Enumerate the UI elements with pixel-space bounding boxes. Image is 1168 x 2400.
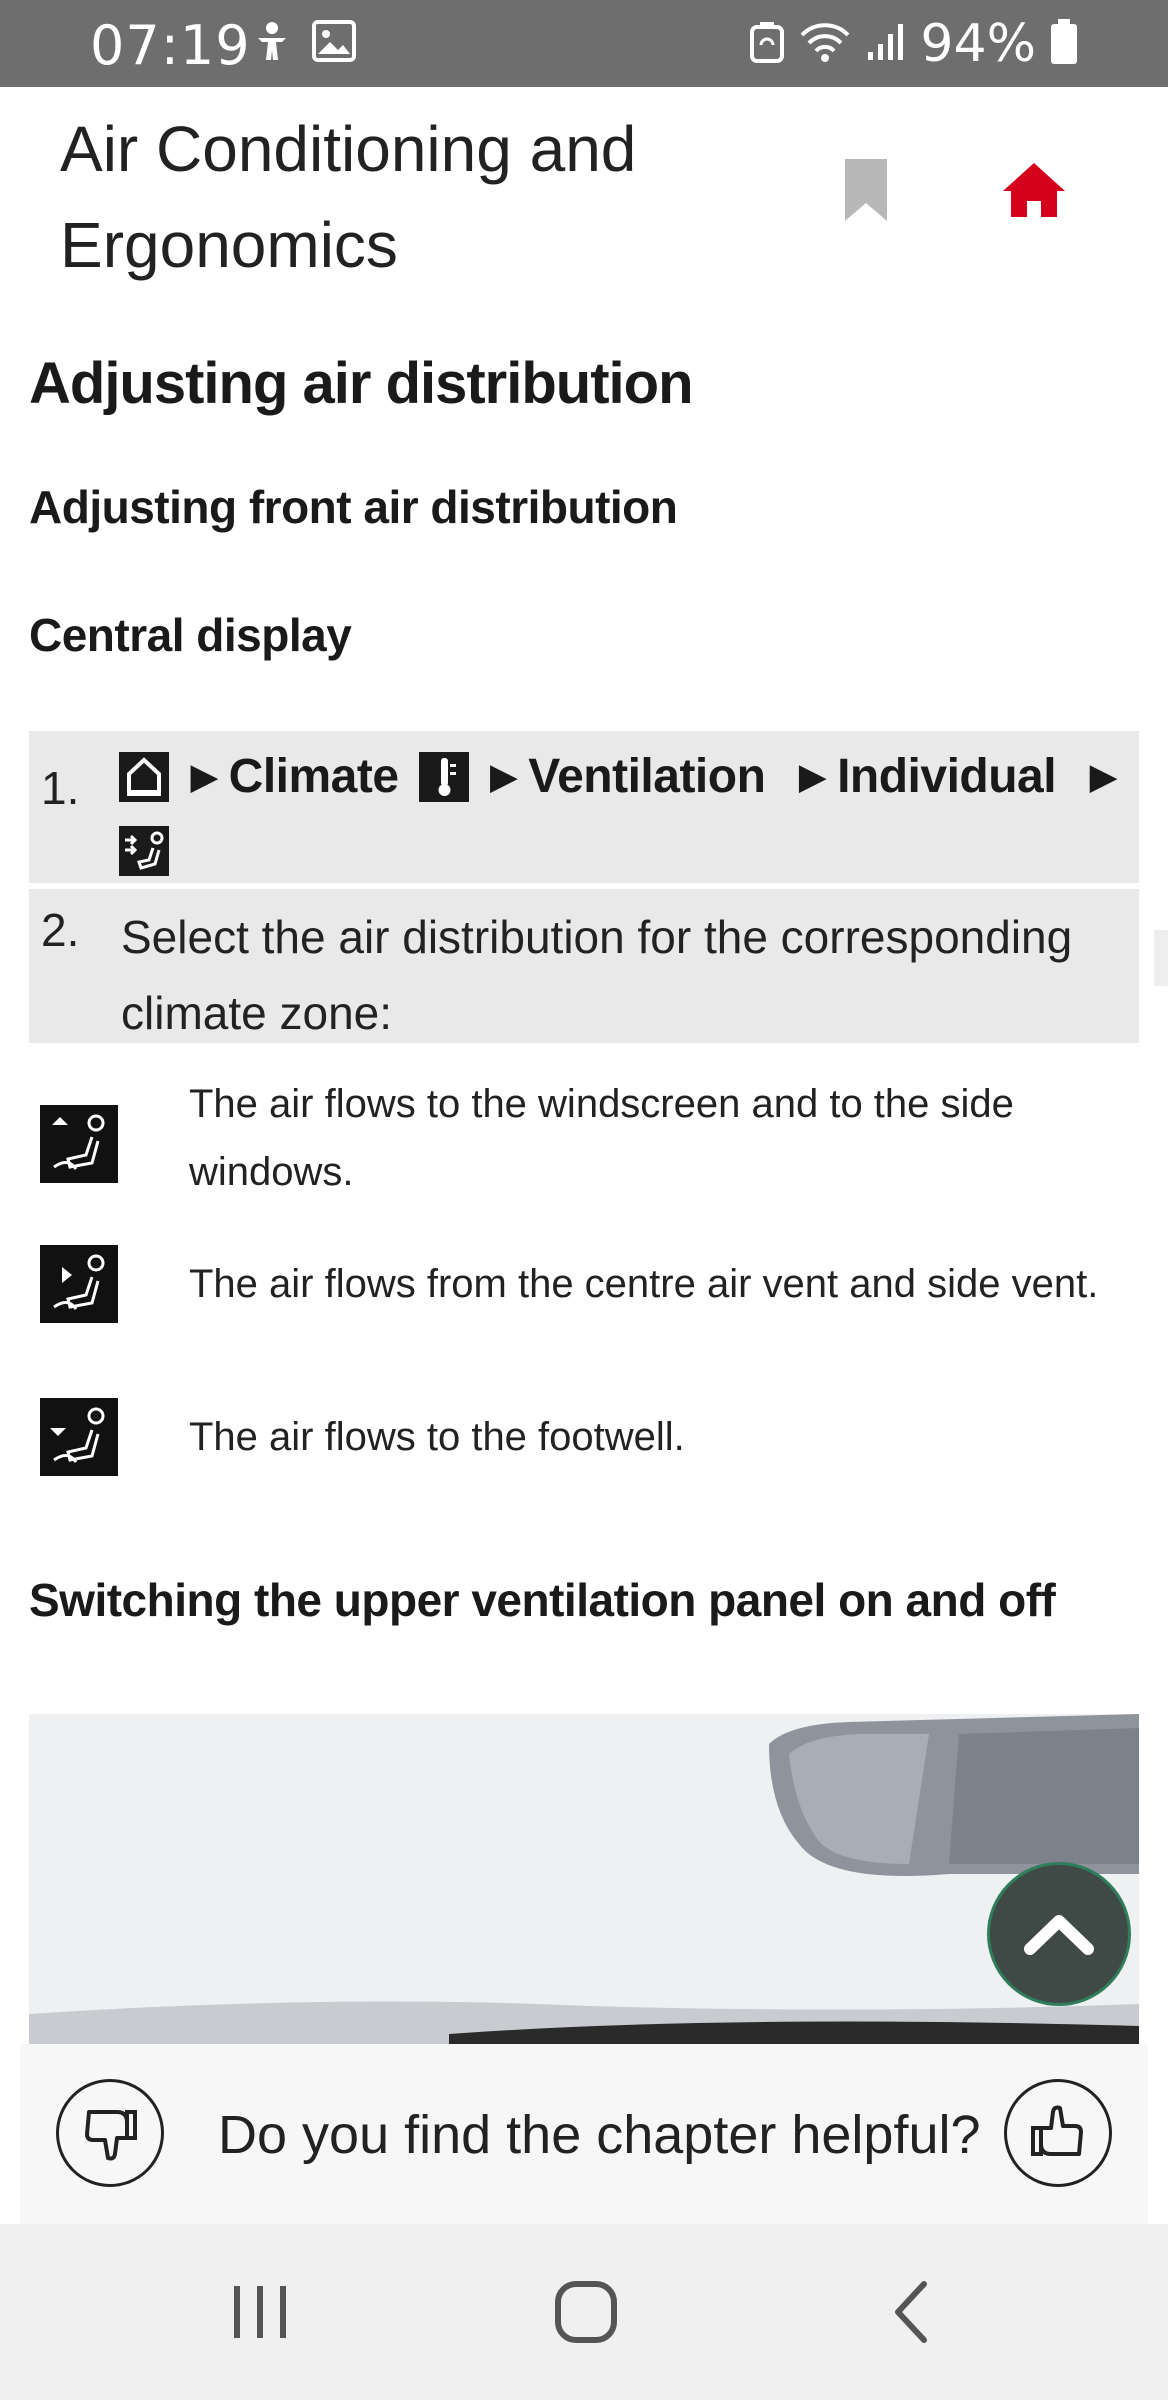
thumbs-up-icon [1007, 2082, 1109, 2184]
battery-percent: 94% [920, 14, 1036, 74]
recent-apps-button[interactable] [220, 2280, 300, 2344]
windscreen-airflow-icon [40, 1105, 118, 1183]
back-button[interactable] [872, 2280, 952, 2344]
page-heading: Adjusting air distribution [29, 351, 693, 416]
section-heading-front: Adjusting front air distribution [29, 481, 678, 533]
centre-vent-airflow-icon [40, 1245, 118, 1323]
thumbs-down-icon [59, 2082, 161, 2184]
signal-icon [866, 22, 906, 67]
arrow-right-icon: ▶ [1090, 757, 1116, 796]
distribution-text: The air flows to the windscreen and to the side windows. [189, 1082, 1014, 1194]
ventilation-illustration [29, 1714, 1139, 2044]
step-2-text: Select the air distribution for the corresponding climate zone: [121, 911, 1073, 1039]
footwell-airflow-icon [40, 1398, 118, 1476]
air-distribution-icon [119, 826, 169, 876]
system-nav-bar [0, 2224, 1168, 2400]
recent-apps-icon [220, 2280, 300, 2344]
arrow-right-icon: ▶ [191, 757, 217, 796]
feedback-question: Do you find the chapter helpful? [218, 2105, 981, 2165]
step-number: 1. [41, 762, 80, 814]
section-heading-switch: Switching the upper ventilation panel on and off [29, 1574, 1056, 1626]
thumbs-up-button[interactable] [1004, 2079, 1112, 2187]
crumb-ventilation: Ventilation [528, 750, 766, 803]
distribution-text: The air flows to the footwell. [189, 1415, 685, 1459]
step-number: 2. [41, 904, 80, 956]
distribution-text: The air flows from the centre air vent and side vent. [189, 1262, 1099, 1306]
bookmark-button[interactable] [845, 159, 887, 221]
chevron-up-icon [990, 1865, 1128, 2003]
accessibility-icon [252, 20, 292, 69]
status-system-icons [750, 14, 1078, 74]
section-heading-display: Central display [29, 609, 352, 661]
system-home-button[interactable] [546, 2280, 626, 2344]
data-saver-icon [750, 21, 784, 68]
chapter-title: Air Conditioning and Ergonomics [60, 113, 637, 281]
crumb-individual: Individual [837, 750, 1057, 803]
thermometer-icon [419, 752, 469, 802]
home-icon [1001, 161, 1067, 219]
scroll-to-top-button[interactable] [987, 1862, 1131, 2006]
wifi-icon [798, 21, 852, 68]
home-circle-icon [546, 2280, 626, 2344]
arrow-right-icon: ▶ [490, 757, 517, 796]
chapter-header [0, 87, 1168, 297]
status-time: 07:19 [90, 14, 251, 77]
status-notification-icons [252, 20, 356, 69]
feedback-bar [20, 2044, 1148, 2224]
menu-path [119, 749, 1128, 804]
thumbs-down-button[interactable] [56, 2079, 164, 2187]
crumb-climate: Climate [228, 750, 399, 803]
step-2 [29, 889, 1139, 1043]
home-menu-icon [119, 752, 169, 802]
battery-icon [1050, 19, 1078, 70]
back-icon [872, 2280, 952, 2344]
step-1 [29, 731, 1139, 883]
bookmark-icon [845, 159, 887, 221]
status-bar [0, 0, 1168, 87]
edge-panel-handle[interactable] [1154, 930, 1168, 986]
image-icon [312, 20, 356, 69]
arrow-right-icon: ▶ [799, 757, 826, 796]
home-button[interactable] [1001, 161, 1067, 219]
